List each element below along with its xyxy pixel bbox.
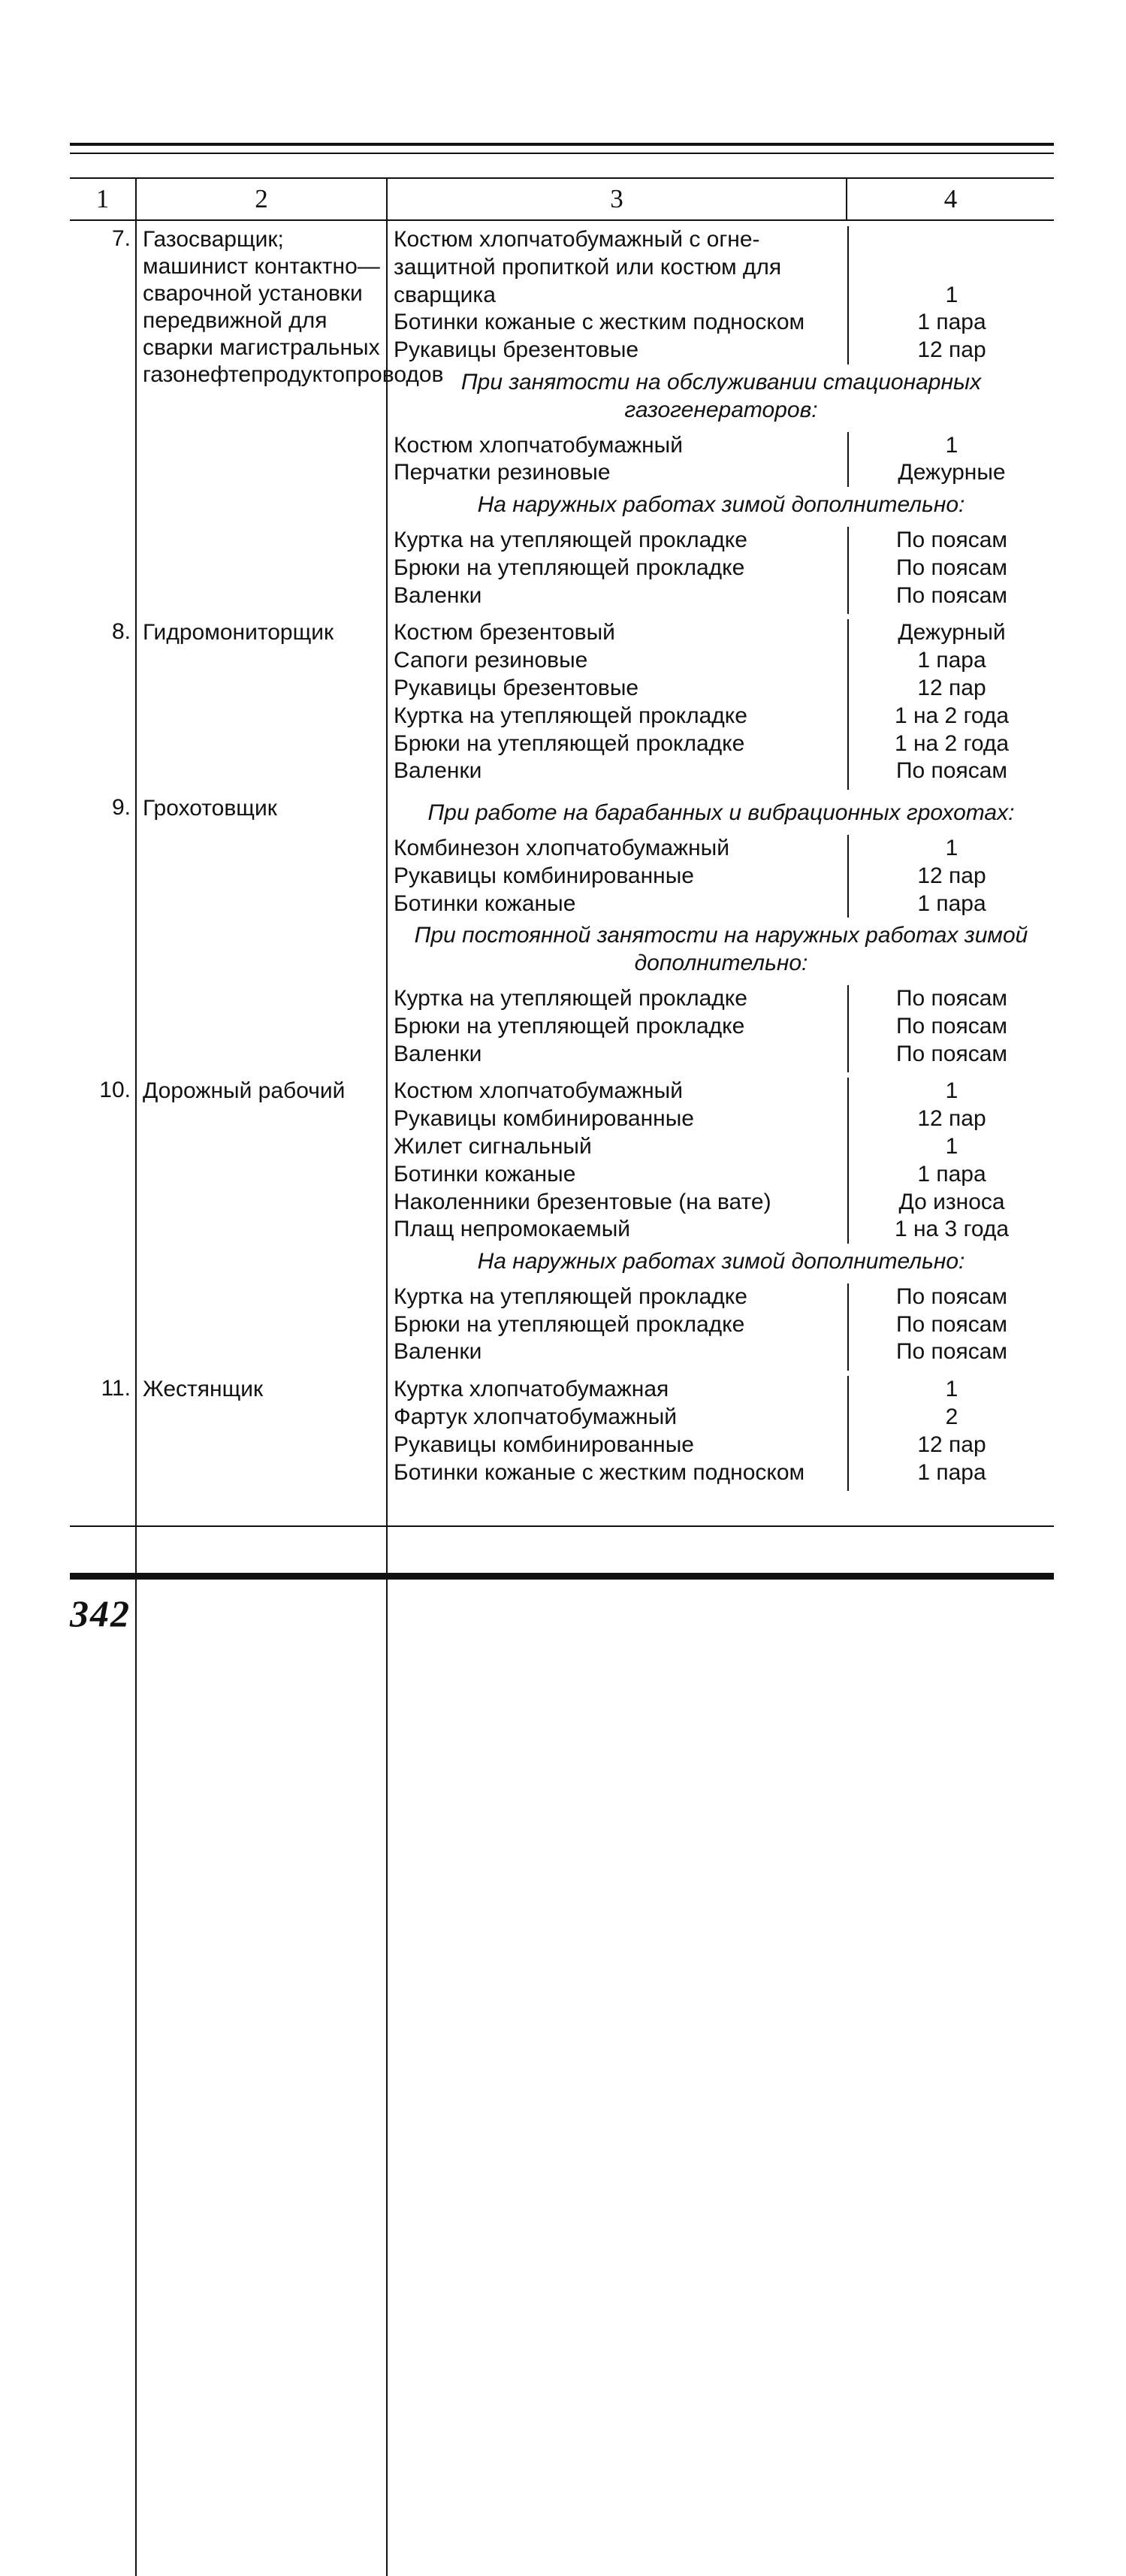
item-name: защитной пропиткой или костюм для <box>394 254 782 280</box>
profession-name: Грохотовщик <box>136 790 387 1072</box>
table-row <box>70 1072 1054 1371</box>
condition-note: При занятости на обслуживании стационарных газогенераторов: <box>460 369 982 422</box>
item-name: Брюки на утепляющей прокладке <box>394 1311 745 1337</box>
item-quantity: По поясам <box>847 582 1055 615</box>
row-number: 9. <box>111 795 131 821</box>
issued-items-list <box>388 1072 1054 1371</box>
item-name: Куртка на утепляющей прокладке <box>394 703 747 728</box>
column-header-4: 4 <box>847 178 1054 220</box>
item-quantity: По поясам <box>847 555 1055 582</box>
item-quantity: По поясам <box>847 985 1055 1013</box>
page-number: 342 <box>70 1592 131 1634</box>
footer-rule <box>70 1573 1054 1580</box>
item-name: Костюм хлопчатобумажный <box>394 432 683 458</box>
item-name: Костюм хлопчатобумажный <box>394 1078 683 1104</box>
item-quantity: До износа <box>847 1189 1055 1217</box>
item-quantity: 1 <box>847 1078 1055 1105</box>
item-quantity <box>847 254 1055 282</box>
item-quantity: 12 пар <box>847 675 1055 703</box>
column-header-2: 2 <box>136 178 387 220</box>
column-header-1: 1 <box>70 178 136 220</box>
item-quantity: 1 на 2 года <box>847 703 1055 730</box>
table-row <box>70 220 1054 614</box>
table-body <box>70 220 1054 2576</box>
item-name: Куртка на утепляющей прокладке <box>394 985 747 1011</box>
item-quantity: 1 пара <box>847 890 1055 918</box>
item-quantity: 2 <box>847 1404 1055 1432</box>
profession-name: Дорожный рабочий <box>136 1072 387 1371</box>
item-quantity: По поясам <box>847 1283 1055 1311</box>
item-quantity: По поясам <box>847 1041 1055 1073</box>
item-name: Жилет сигнальный <box>394 1133 592 1159</box>
item-name: Сапоги резиновые <box>394 648 588 673</box>
item-quantity: 1 <box>847 432 1055 460</box>
item-quantity: Дежурные <box>847 459 1055 487</box>
item-quantity: 12 пар <box>847 863 1055 890</box>
item-name: Перчатки резиновые <box>394 460 611 485</box>
condition-note: На наружных работах зимой дополнительно: <box>477 492 965 518</box>
item-name: Валенки <box>394 582 482 608</box>
issued-items-list <box>388 221 1054 614</box>
item-name: Куртка на утепляющей прокладке <box>394 527 747 552</box>
issued-items-cell <box>387 1072 1054 1371</box>
item-quantity: 12 пар <box>847 1105 1055 1133</box>
item-quantity: 1 <box>847 1133 1055 1161</box>
profession-name: Гидромониторщик <box>136 614 387 790</box>
issued-items-cell <box>387 1371 1054 2576</box>
table-row <box>70 790 1054 1072</box>
issued-items-cell <box>387 220 1054 614</box>
item-quantity: 1 на 2 года <box>847 730 1055 758</box>
item-name: Брюки на утепляющей прокладке <box>394 730 745 756</box>
item-name: Ботинки кожаные с жестким подноском <box>394 1459 805 1485</box>
item-name: Рукавицы комбинированные <box>394 1106 694 1132</box>
item-name: Комбинезон хлопчатобумажный <box>394 835 729 860</box>
item-quantity: 1 пара <box>847 1161 1055 1189</box>
item-name: Рукавицы комбинированные <box>394 863 694 888</box>
item-name: Костюм брезентовый <box>394 620 615 646</box>
row-number: 10. <box>99 1078 131 1103</box>
item-name: Фартук хлопчатобумажный <box>394 1404 678 1430</box>
item-name: Куртка на утепляющей прокладке <box>394 1283 747 1309</box>
item-name: Брюки на утепляющей прокладке <box>394 555 745 580</box>
issued-items-cell <box>387 790 1054 1072</box>
item-quantity: По поясам <box>847 1013 1055 1041</box>
condition-note: При работе на барабанных и вибрационных грохотах: <box>427 800 1015 826</box>
item-quantity: 1 <box>847 1376 1055 1404</box>
item-quantity: По поясам <box>847 757 1055 790</box>
item-quantity: По поясам <box>847 1338 1055 1371</box>
condition-note: На наружных работах зимой дополнительно: <box>477 1249 965 1274</box>
issued-items-list <box>388 614 1054 790</box>
table-bottom-rule <box>70 1525 1054 1527</box>
header-rule-thin <box>70 153 1054 154</box>
header-rule-thick <box>70 143 1054 146</box>
item-quantity <box>847 226 1055 254</box>
item-name: сварщика <box>394 282 496 307</box>
item-quantity: 12 пар <box>847 1432 1055 1459</box>
item-name: Валенки <box>394 1041 482 1066</box>
item-name: Наколенники брезентовые (на вате) <box>394 1189 771 1214</box>
item-name: Брюки на утепляющей прокладке <box>394 1013 745 1039</box>
table-header-row <box>70 178 1054 220</box>
item-name: Рукавицы брезентовые <box>394 337 639 363</box>
item-name: Ботинки кожаные с жестким подноском <box>394 310 805 335</box>
column-header-3: 3 <box>387 178 847 220</box>
item-name: Валенки <box>394 758 482 784</box>
row-number: 11. <box>101 1376 131 1401</box>
item-name: Куртка хлопчатобумажная <box>394 1377 669 1402</box>
table-row <box>70 1371 1054 2576</box>
issued-items-list <box>388 1371 1054 1491</box>
item-quantity: 1 <box>847 282 1055 310</box>
item-name: Ботинки кожаные <box>394 1161 576 1187</box>
item-quantity: 1 <box>847 835 1055 863</box>
item-quantity: 1 пара <box>847 309 1055 337</box>
issued-items-list <box>388 790 1054 1072</box>
item-quantity: 1 пара <box>847 1459 1055 1492</box>
item-name: Рукавицы брезентовые <box>394 675 639 700</box>
issued-items-cell <box>387 614 1054 790</box>
item-quantity: 12 пар <box>847 337 1055 364</box>
item-name: Плащ непромокаемый <box>394 1217 631 1242</box>
item-quantity: 1 на 3 года <box>847 1216 1055 1244</box>
item-quantity: По поясам <box>847 1311 1055 1339</box>
item-name: Валенки <box>394 1339 482 1365</box>
table-row <box>70 614 1054 790</box>
condition-note: При постоянной занятости на наружных работах зимой дополнительно: <box>414 923 1028 976</box>
item-name: Рукавицы комбинированные <box>394 1432 694 1457</box>
item-quantity: Дежурный <box>847 619 1055 647</box>
profession-name: Жестянщик <box>136 1371 387 2576</box>
item-quantity: По поясам <box>847 527 1055 555</box>
row-number: 8. <box>111 619 131 645</box>
item-name: Костюм хлопчатобумажный с огне- <box>394 227 760 252</box>
item-quantity: 1 пара <box>847 647 1055 675</box>
protective-clothing-table <box>70 177 1054 2576</box>
row-number: 7. <box>111 226 131 251</box>
item-name: Ботинки кожаные <box>394 890 576 916</box>
profession-name: Газосварщик; машинист контактно—сварочной установки передвижной для сварки магистральных газонефтепродуктопроводов <box>136 220 387 614</box>
